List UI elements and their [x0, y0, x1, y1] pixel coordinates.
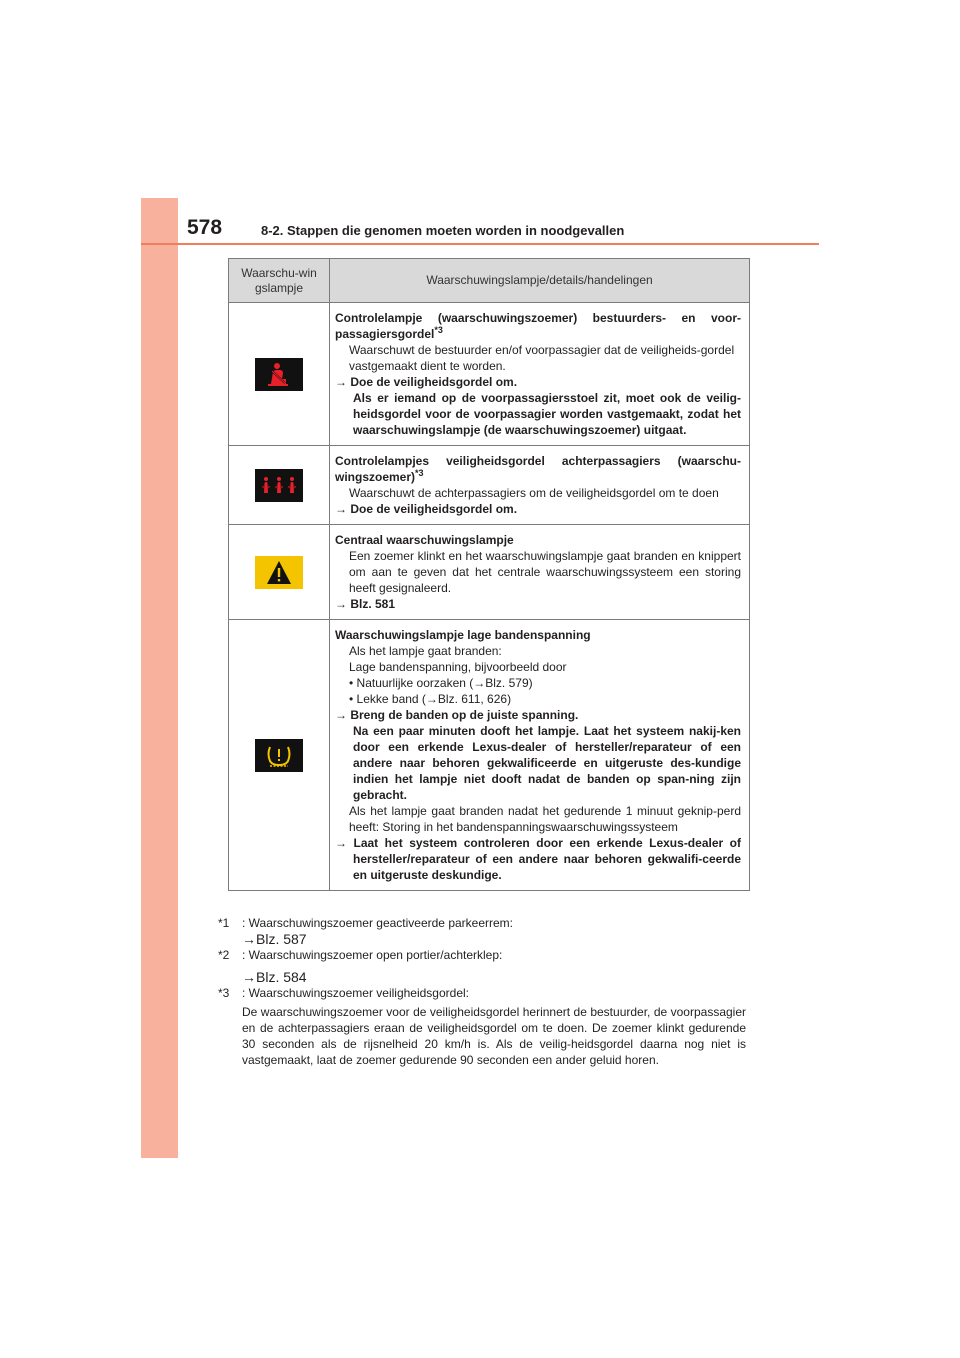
lamp-description: Waarschuwt de achterpassagiers om de veiligheidsgordel om te doen	[349, 486, 719, 500]
lamp-title: Controlelampjes veiligheidsgordel achterpassagiers (waarschu-wingszoemer)$^{*3}$	[335, 454, 741, 484]
lamp-title: Controlelampje (waarschuwingszoemer) bestuurders- en voor-passagiersgordel$^{*3}$	[335, 311, 741, 341]
footnote: *3 : Waarschuwingszoemer veiligheidsgordel:	[218, 986, 469, 1000]
footnote: *2 : Waarschuwingszoemer open portier/achterklep:	[218, 948, 503, 962]
page-number: 578	[187, 216, 223, 239]
lamp-title: Centraal waarschuwingslampje	[335, 533, 514, 547]
header-divider	[141, 243, 819, 245]
tire-pressure-icon	[255, 739, 303, 772]
footnotes	[218, 915, 746, 1068]
footnote-reference: →Blz. 584	[242, 969, 307, 985]
lamp-action-detail: Na een paar minuten dooft het lampje. Laat het systeem nakij-ken door een erkende Lexus-dealer of hersteller/reparateur of een andere naar behoren gekwalificeerde en uitgeruste des-kundige indien het lampje niet dooft nadat de banden op span-ning zijn gebracht.	[353, 724, 741, 802]
lamp-action: → Doe de veiligheidsgordel om.	[335, 375, 518, 389]
list-item: • Lekke band (→Blz. 611, 626)	[349, 692, 512, 706]
lamp-action-detail: Als er iemand op de voorpassagiersstoel zit, moet ook de veilig-heidsgordel voor de voorpassagier worden vastgemaakt, zodat het waarschuwingslampje (de waarschuwingszoemer) uitgaat.	[353, 391, 741, 437]
lamp-condition: Als het lampje gaat branden nadat het gedurende 1 minuut geknip-perd heeft: Storing in het bandenspanningswaarschuwingssysteem	[349, 804, 741, 834]
lamp-description: Waarschuwt de bestuurder en/of voorpassagier dat de veiligheids-gordel vastgemaakt dient te worden.	[349, 343, 735, 373]
footnote: *1 : Waarschuwingszoemer geactiveerde parkeerrem:	[218, 916, 514, 930]
column-header-lamp: Waarschu-wingslampje	[229, 259, 330, 303]
footnote-reference: →Blz. 587	[242, 931, 307, 947]
table-row	[229, 303, 750, 446]
list-item: • Natuurlijke oorzaken (→Blz. 579)	[349, 676, 533, 690]
seatbelt-driver-icon	[255, 358, 303, 391]
lamp-action: → Laat het systeem controleren door een erkende Lexus-dealer of hersteller/reparateur of een andere naar behoren gekwalifi-ceerde en uitgeruste deskundige.	[335, 836, 741, 882]
rear-seatbelt-icon	[255, 469, 303, 502]
lamp-cause: Lage bandenspanning, bijvoorbeeld door	[349, 660, 567, 674]
lamp-description: Een zoemer klinkt en het waarschuwingslampje gaat branden en knippert om aan te geven dat het centrale waarschuwingssysteem een storing heeft gesignaleerd.	[349, 549, 741, 595]
section-title: 8-2. Stappen die genomen moeten worden in noodgevallen	[261, 223, 625, 238]
warning-lamp-table	[228, 258, 750, 891]
column-header-details: Waarschuwingslampje/details/handelingen	[330, 259, 750, 303]
chapter-side-band	[141, 198, 178, 1158]
table-row	[229, 620, 750, 891]
lamp-action: → Doe de veiligheidsgordel om.	[335, 502, 518, 516]
table-header-row	[229, 259, 750, 303]
master-warning-icon	[255, 556, 303, 589]
lamp-title: Waarschuwingslampje lage bandenspanning	[335, 628, 591, 642]
lamp-action: → Blz. 581	[335, 597, 396, 611]
table-row	[229, 446, 750, 525]
table-row	[229, 525, 750, 620]
lamp-action: → Breng de banden op de juiste spanning.	[335, 708, 579, 722]
footnote-body: De waarschuwingszoemer voor de veiligheidsgordel herinnert de bestuurder, de voorpassagier en de achterpassagiers eraan de veiligheidsgordel om te doen. De zoemer klinkt gedurende 30 seconden als de rijsnelheid 20 km/h is. Als de veilig-heidsgordel daarna nog niet is vastgemaakt, laat de zoemer gedurende 90 seconden een ander geluid horen.	[242, 1005, 746, 1067]
lamp-condition: Als het lampje gaat branden:	[349, 644, 502, 658]
